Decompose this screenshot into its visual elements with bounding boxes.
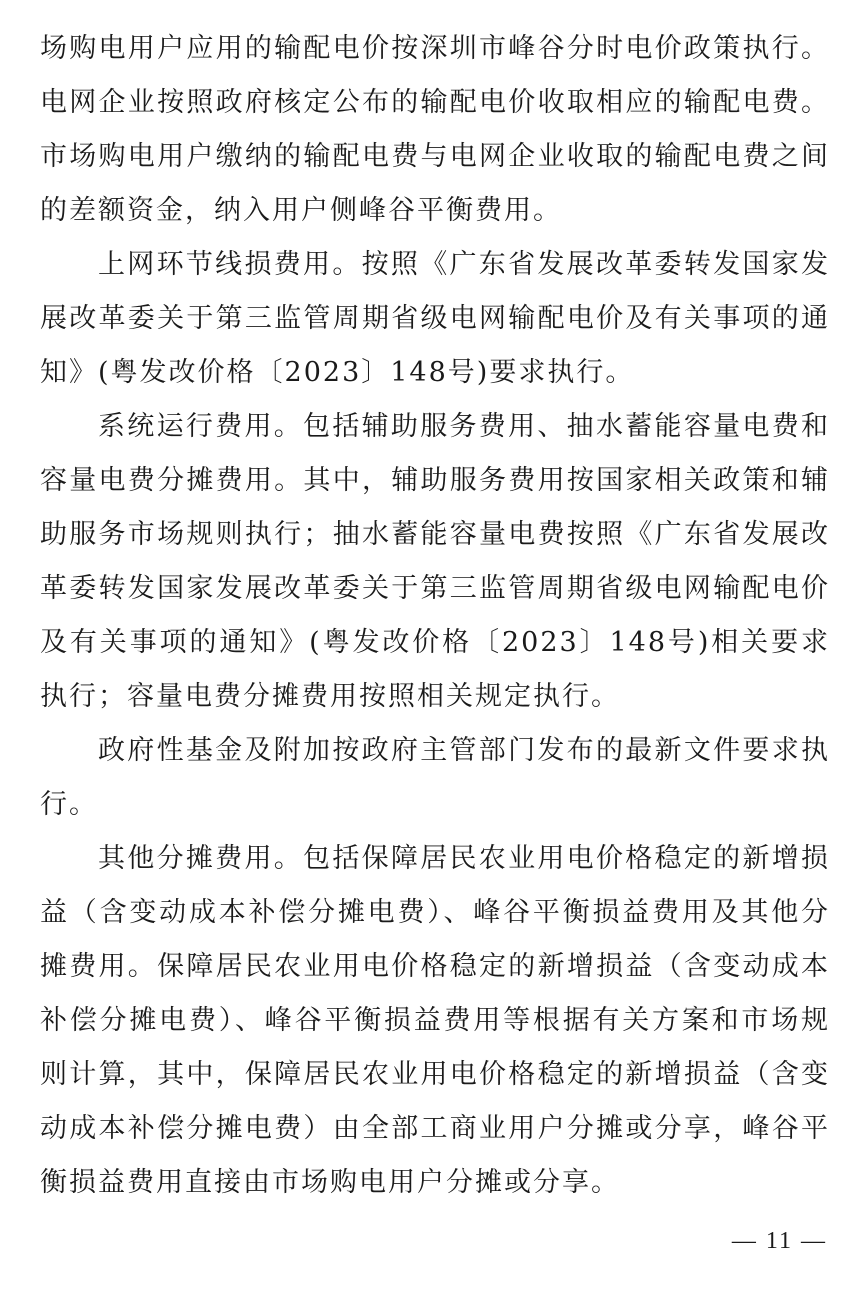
paragraph-system-operation-fee: 系统运行费用。包括辅助服务费用、抽水蓄能容量电费和容量电费分摊费用。其中，辅助服务费用按国家相关政策和辅助服务市场规则执行；抽水蓄能容量电费按照《广东省发展改革委转发国家发展改革委关于第三监管周期省级电网输配电价及有关事项的通知》(粤发改价格〔2023〕148号)相关要求执行；容量电费分摊费用按照相关规定执行。 (40, 411, 830, 712)
page-number: — 11 — (731, 1228, 827, 1254)
paragraph-other-allocation-fee: 其他分摊费用。包括保障居民农业用电价格稳定的新增损益（含变动成本补偿分摊电费）、峰谷平衡损益费用及其他分摊费用。保障居民农业用电价格稳定的新增损益（含变动成本补偿分摊电费）、峰谷平衡损益费用等根据有关方案和市场规则计算，其中，保障居民农业用电价格稳定的新增损益（含变动成本补偿分摊电费）由全部工商业用户分摊或分享，峰谷平衡损益费用直接由市场购电用户分摊或分享。 (40, 843, 830, 1198)
document-page (40, 22, 830, 1210)
paragraph-continuation: 场购电用户应用的输配电价按深圳市峰谷分时电价政策执行。电网企业按照政府核定公布的输配电价收取相应的输配电费。市场购电用户缴纳的输配电费与电网企业收取的输配电费之间的差额资金，纳入用户侧峰谷平衡费用。 (40, 33, 830, 226)
paragraph-government-fund: 政府性基金及附加按政府主管部门发布的最新文件要求执行。 (40, 735, 830, 820)
paragraph-line-loss-fee: 上网环节线损费用。按照《广东省发展改革委转发国家发展改革委关于第三监管周期省级电网输配电价及有关事项的通知》(粤发改价格〔2023〕148号)要求执行。 (40, 249, 830, 388)
